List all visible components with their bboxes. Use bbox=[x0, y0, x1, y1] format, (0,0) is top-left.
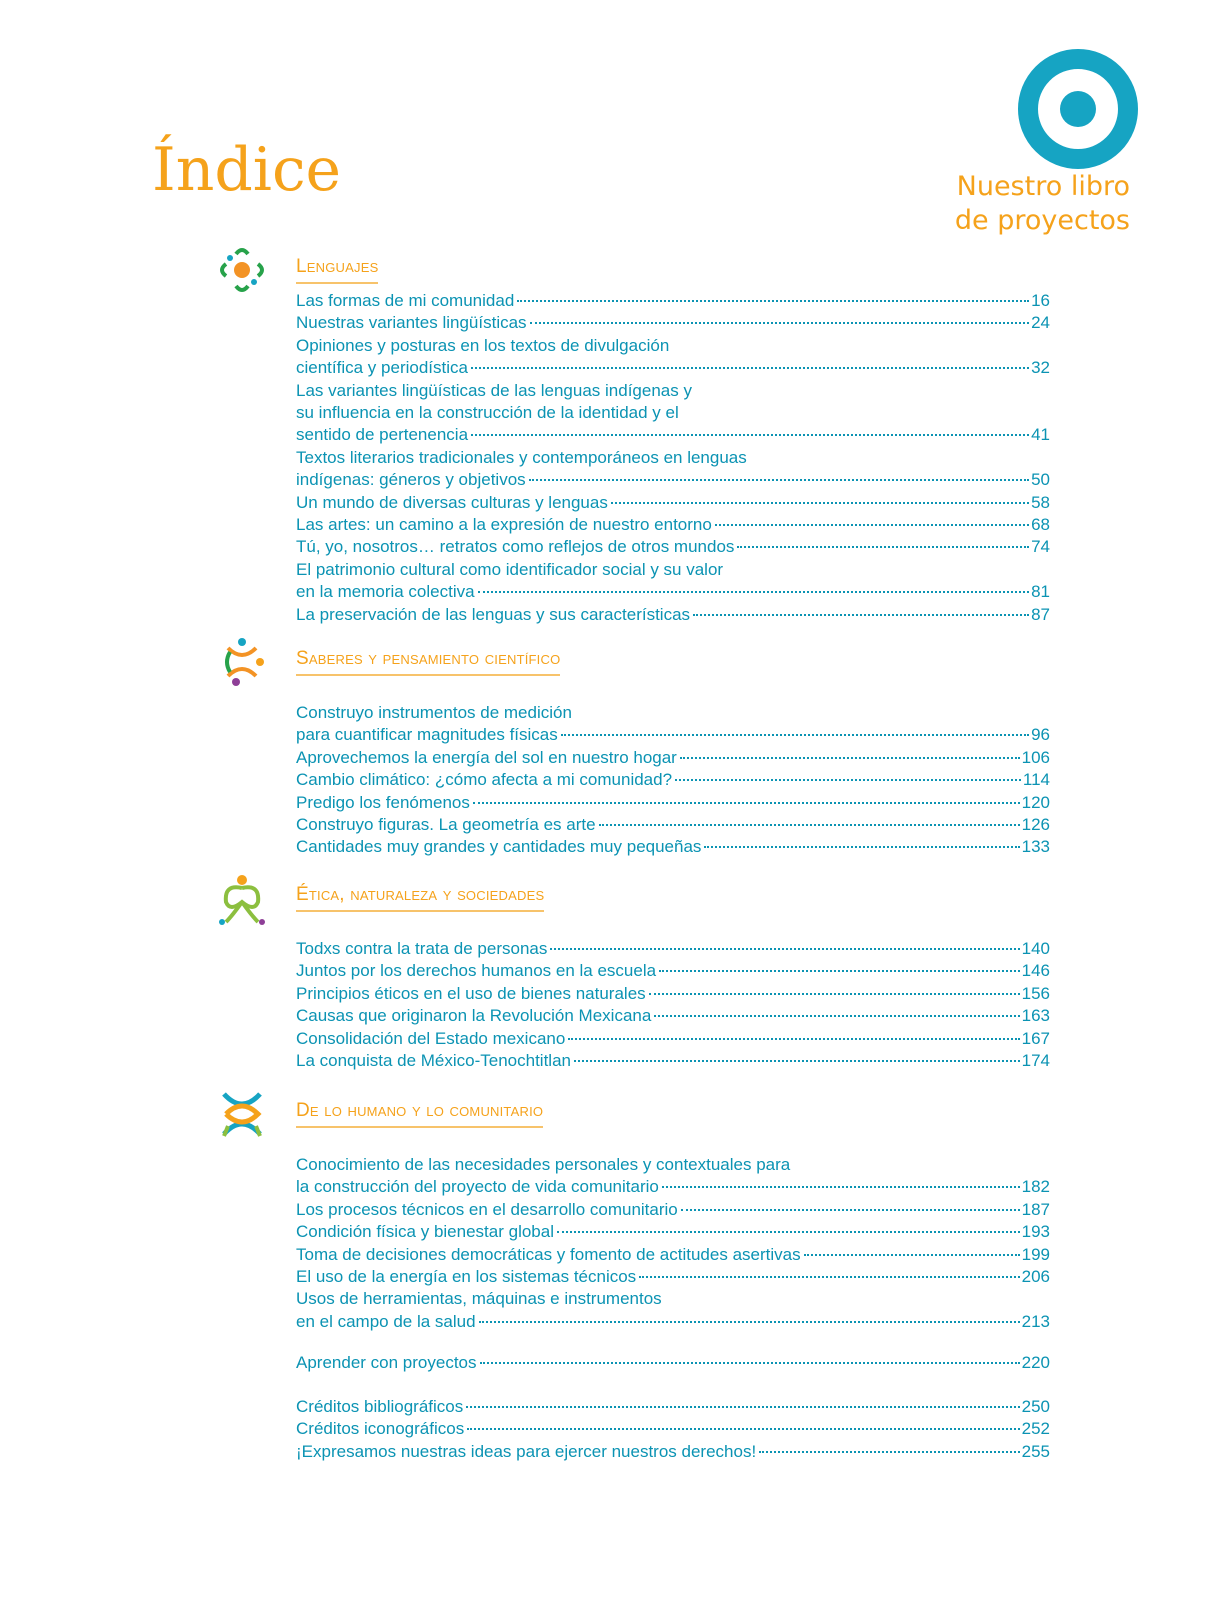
entry-title: Aprender con proyectos bbox=[296, 1353, 477, 1372]
humano-icon bbox=[214, 1086, 270, 1142]
toc-entry[interactable] bbox=[296, 983, 1050, 1005]
entry-title-line: Usos de herramientas, máquinas e instrumentos bbox=[296, 1289, 662, 1309]
page-number: 126 bbox=[1021, 815, 1050, 835]
leader-dots bbox=[561, 734, 1029, 736]
toc-entry[interactable] bbox=[296, 1352, 1050, 1374]
page-number: 41 bbox=[1031, 425, 1050, 445]
page-number: 58 bbox=[1031, 492, 1050, 512]
entry-title: Cambio climático: ¿cómo afecta a mi comunidad? bbox=[296, 770, 673, 790]
page-number: 206 bbox=[1021, 1267, 1050, 1287]
toc-entry[interactable] bbox=[296, 312, 1050, 334]
toc-entry[interactable] bbox=[296, 492, 1050, 514]
leader-dots bbox=[599, 824, 1020, 826]
page-number: 213 bbox=[1021, 1311, 1050, 1331]
etica-icon bbox=[214, 872, 270, 928]
leader-dots bbox=[467, 1428, 1019, 1430]
leader-dots bbox=[473, 802, 1020, 804]
leader-dots bbox=[480, 1362, 1020, 1364]
page-number: 68 bbox=[1031, 515, 1050, 535]
page-number: 167 bbox=[1021, 1028, 1050, 1048]
entry-title-line: Conocimiento de las necesidades personales y contextuales para bbox=[296, 1155, 791, 1174]
page-title: Índice bbox=[152, 135, 342, 205]
entry-title: Un mundo de diversas culturas y lenguas bbox=[296, 492, 608, 512]
book-subtitle-line-1: Nuestro libro bbox=[956, 171, 1130, 202]
page-number: 199 bbox=[1021, 1244, 1050, 1264]
section-title: Lenguajes bbox=[296, 256, 378, 284]
page-number: 182 bbox=[1021, 1177, 1050, 1197]
page-number: 193 bbox=[1021, 1222, 1050, 1242]
entry-title: en la memoria colectiva bbox=[296, 582, 475, 602]
entry-title: Créditos bibliográficos bbox=[296, 1397, 464, 1416]
leader-dots bbox=[574, 1060, 1020, 1062]
leader-dots bbox=[654, 1015, 1019, 1017]
entry-title: la construcción del proyecto de vida comunitario bbox=[296, 1177, 659, 1197]
entry-title: Toma de decisiones democráticas y fomento de actitudes asertivas bbox=[296, 1244, 801, 1264]
leader-dots bbox=[680, 757, 1020, 759]
section-title: Ética, naturaleza y sociedades bbox=[296, 884, 544, 912]
entry-title: Construyo figuras. La geometría es arte bbox=[296, 815, 596, 835]
page-number: 140 bbox=[1021, 939, 1050, 958]
page-number: 87 bbox=[1031, 604, 1050, 624]
toc-entry[interactable] bbox=[296, 769, 1050, 791]
entry-title: La preservación de las lenguas y sus características bbox=[296, 604, 691, 624]
entry-title: científica y periodística bbox=[296, 358, 468, 378]
leader-dots bbox=[611, 502, 1029, 504]
leader-dots bbox=[471, 434, 1029, 436]
page-number: 220 bbox=[1021, 1353, 1050, 1372]
toc-entry[interactable] bbox=[296, 290, 1050, 312]
toc-entry[interactable] bbox=[296, 1050, 1050, 1072]
leader-dots bbox=[466, 1406, 1019, 1408]
toc-entry[interactable] bbox=[296, 1244, 1050, 1266]
toc-entry[interactable] bbox=[296, 836, 1050, 858]
page-number: 74 bbox=[1031, 537, 1050, 557]
toc-entry[interactable] bbox=[296, 1441, 1050, 1463]
page-number: 250 bbox=[1021, 1397, 1050, 1416]
page-number: 120 bbox=[1021, 792, 1050, 812]
entry-title: sentido de pertenencia bbox=[296, 425, 469, 445]
page-number: 96 bbox=[1031, 725, 1050, 745]
toc-entry[interactable] bbox=[296, 1005, 1050, 1027]
entries-humano bbox=[296, 1154, 1050, 1333]
page-number: 187 bbox=[1021, 1199, 1050, 1219]
page-number: 133 bbox=[1021, 837, 1050, 857]
entry-title: en el campo de la salud bbox=[296, 1311, 476, 1331]
entry-title: Nuestras variantes lingüísticas bbox=[296, 313, 527, 333]
leader-dots bbox=[529, 479, 1029, 481]
toc-entry[interactable] bbox=[296, 1396, 1050, 1418]
section-lenguajes bbox=[296, 256, 1050, 626]
entry-title: Todxs contra la trata de personas bbox=[296, 939, 548, 958]
leader-dots bbox=[662, 1186, 1020, 1188]
toc-entry[interactable] bbox=[296, 1154, 1050, 1199]
leader-dots bbox=[550, 948, 1019, 950]
entry-title: indígenas: géneros y objetivos bbox=[296, 470, 526, 490]
entry-title: La conquista de México-Tenochtitlan bbox=[296, 1051, 571, 1071]
toc-entry[interactable] bbox=[296, 536, 1050, 558]
entry-title: Condición física y bienestar global bbox=[296, 1222, 554, 1242]
toc-entry[interactable] bbox=[296, 447, 1050, 492]
section-humano bbox=[296, 1100, 1050, 1333]
toc-entry[interactable] bbox=[296, 702, 1050, 747]
entry-title: ¡Expresamos nuestras ideas para ejercer nuestros derechos! bbox=[296, 1441, 757, 1461]
entries-etica bbox=[296, 938, 1050, 1072]
book-subtitle bbox=[955, 170, 1130, 238]
target-logo-icon bbox=[1016, 47, 1140, 171]
page-number: 32 bbox=[1031, 358, 1050, 378]
entry-title-line: Opiniones y posturas en los textos de divulgación bbox=[296, 335, 670, 355]
page-number: 24 bbox=[1031, 313, 1050, 333]
page-number: 16 bbox=[1031, 291, 1050, 310]
leader-dots bbox=[715, 524, 1029, 526]
toc-entry[interactable] bbox=[296, 1266, 1050, 1288]
leader-dots bbox=[759, 1451, 1019, 1453]
entry-title: El uso de la energía en los sistemas técnicos bbox=[296, 1267, 637, 1287]
entry-title: Las artes: un camino a la expresión de nuestro entorno bbox=[296, 515, 712, 535]
toc-entry[interactable] bbox=[296, 1418, 1050, 1440]
toc-entry[interactable] bbox=[296, 747, 1050, 769]
toc-entry[interactable] bbox=[296, 1199, 1050, 1221]
entry-title-line: su influencia en la construcción de la identidad y el bbox=[296, 403, 679, 423]
toc-entry[interactable] bbox=[296, 1028, 1050, 1050]
leader-dots bbox=[693, 614, 1029, 616]
leader-dots bbox=[649, 993, 1020, 995]
toc-entry[interactable] bbox=[296, 960, 1050, 982]
leader-dots bbox=[804, 1254, 1020, 1256]
toc-entry[interactable] bbox=[296, 792, 1050, 814]
toc-entry[interactable] bbox=[296, 1288, 1050, 1333]
entry-title: Principios éticos en el uso de bienes naturales bbox=[296, 983, 646, 1003]
entry-title: Aprovechemos la energía del sol en nuestro hogar bbox=[296, 747, 677, 767]
entry-title: Causas que originaron la Revolución Mexicana bbox=[296, 1006, 652, 1026]
page-number: 163 bbox=[1021, 1006, 1050, 1026]
entry-title-line: Construyo instrumentos de medición bbox=[296, 703, 572, 722]
toc-entry[interactable] bbox=[296, 1221, 1050, 1243]
leader-dots bbox=[517, 300, 1029, 302]
entry-title: Consolidación del Estado mexicano bbox=[296, 1028, 566, 1048]
entry-title: Los procesos técnicos en el desarrollo comunitario bbox=[296, 1199, 678, 1219]
leader-dots bbox=[639, 1276, 1019, 1278]
entry-title: Créditos iconográficos bbox=[296, 1419, 465, 1439]
entries-extras bbox=[296, 1352, 1050, 1374]
page-number: 174 bbox=[1021, 1051, 1050, 1071]
leader-dots bbox=[530, 322, 1030, 324]
entry-title: Cantidades muy grandes y cantidades muy pequeñas bbox=[296, 837, 702, 857]
leader-dots bbox=[675, 779, 1021, 781]
leader-dots bbox=[681, 1209, 1020, 1211]
section-title: De lo humano y lo comunitario bbox=[296, 1100, 543, 1128]
section-title: Saberes y pensamiento científico bbox=[296, 648, 560, 676]
toc-entry[interactable] bbox=[296, 814, 1050, 836]
page-number: 156 bbox=[1021, 983, 1050, 1003]
page-number: 81 bbox=[1031, 582, 1050, 602]
entries-credits bbox=[296, 1396, 1050, 1463]
section-saberes bbox=[296, 648, 1050, 859]
entry-title: Tú, yo, nosotros… retratos como reflejos de otros mundos bbox=[296, 537, 735, 557]
leader-dots bbox=[568, 1038, 1019, 1040]
entries-saberes bbox=[296, 702, 1050, 859]
leader-dots bbox=[704, 846, 1019, 848]
section-etica bbox=[296, 884, 1050, 1072]
leader-dots bbox=[479, 1321, 1020, 1323]
page-number: 50 bbox=[1031, 470, 1050, 490]
toc-entry[interactable] bbox=[296, 559, 1050, 604]
leader-dots bbox=[471, 367, 1029, 369]
entry-title-line: Textos literarios tradicionales y contemporáneos en lenguas bbox=[296, 447, 747, 467]
leader-dots bbox=[557, 1231, 1020, 1233]
entry-title-line: El patrimonio cultural como identificador social y su valor bbox=[296, 559, 724, 579]
lenguajes-icon bbox=[214, 242, 270, 298]
toc-entry[interactable] bbox=[296, 938, 1050, 960]
leader-dots bbox=[659, 970, 1020, 972]
page-number: 252 bbox=[1021, 1419, 1050, 1439]
book-subtitle-line-2: de proyectos bbox=[954, 205, 1130, 236]
toc-entry[interactable] bbox=[296, 380, 1050, 447]
leader-dots bbox=[737, 546, 1029, 548]
entry-title: Juntos por los derechos humanos en la escuela bbox=[296, 961, 657, 981]
toc-entry[interactable] bbox=[296, 604, 1050, 626]
entry-title-line: Las variantes lingüísticas de las lenguas indígenas y bbox=[296, 380, 692, 400]
entry-title: Las formas de mi comunidad bbox=[296, 291, 515, 310]
saberes-icon bbox=[214, 634, 270, 690]
page-number: 106 bbox=[1021, 747, 1050, 767]
entries-lenguajes bbox=[296, 290, 1050, 626]
entry-title: Predigo los fenómenos bbox=[296, 792, 470, 812]
leader-dots bbox=[478, 591, 1030, 593]
page-number: 114 bbox=[1022, 770, 1050, 790]
toc-entry[interactable] bbox=[296, 335, 1050, 380]
page-number: 255 bbox=[1021, 1441, 1050, 1461]
toc-entry[interactable] bbox=[296, 514, 1050, 536]
page-number: 146 bbox=[1021, 961, 1050, 981]
entry-title: para cuantificar magnitudes físicas bbox=[296, 725, 558, 745]
